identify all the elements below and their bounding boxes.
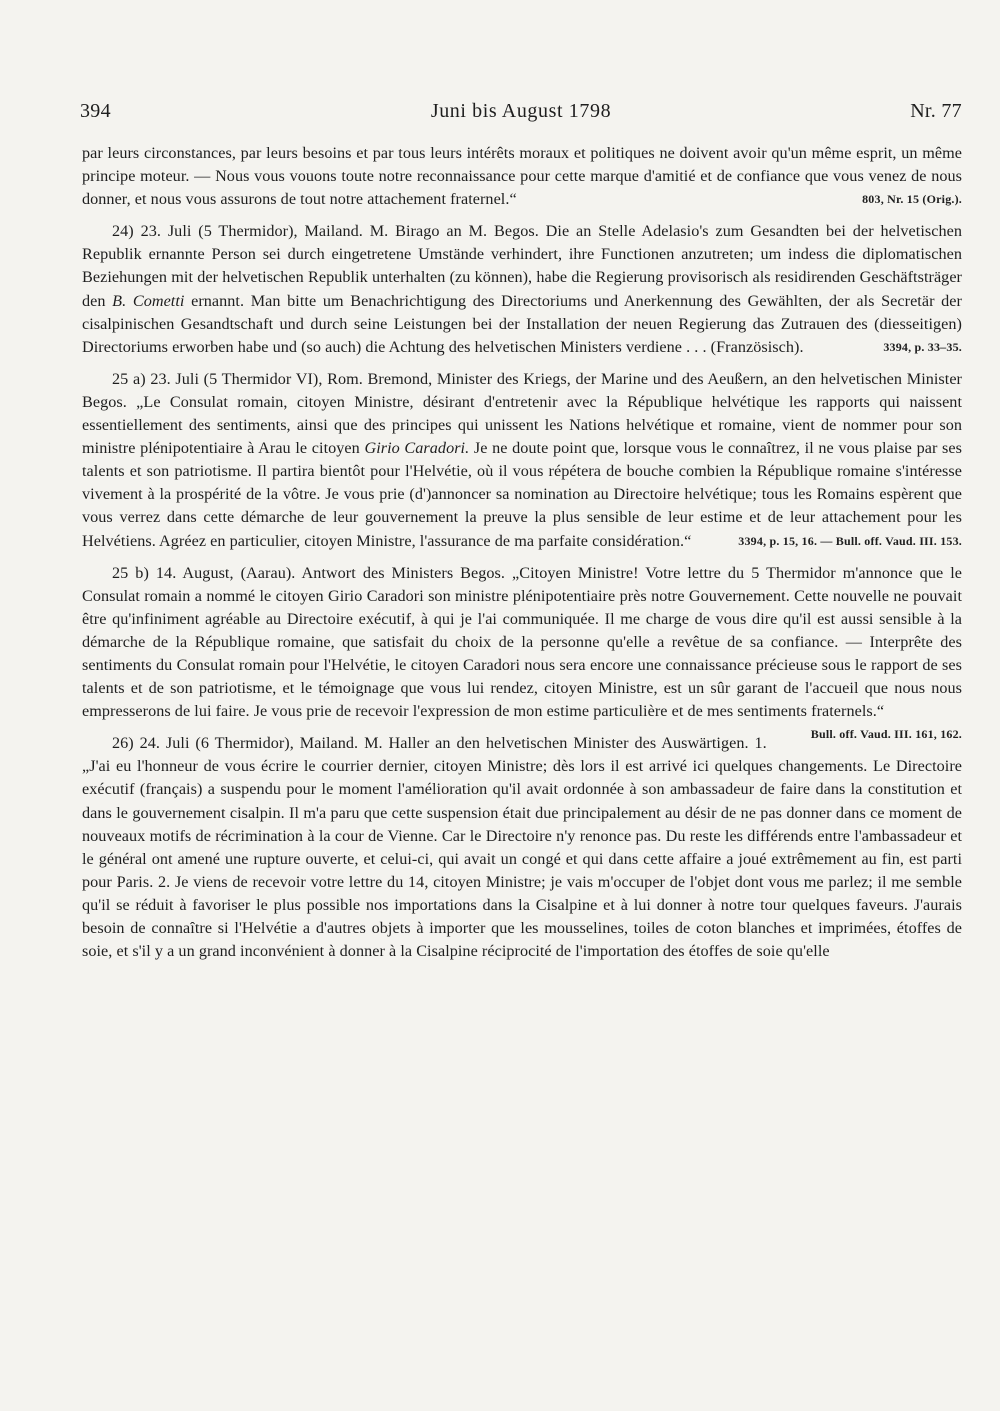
running-title: Juni bis August 1798 <box>430 100 612 122</box>
source-reference: 803, Nr. 15 (Orig.). <box>862 192 962 207</box>
paragraph-text: 25 a) 23. Juli (5 Thermidor VI), Rom. Bremond, Minister des Kriegs, der Marine und des Aeußern, an den helvetischen Minister Begos. „Le Consulat romain, citoyen Ministre, désirant d'entretenir avec la République helvétique les rapports qui naissent essentiellement des sentiments, ainsi que des principes qui unissent les Nations helvétique et romaine, vient de nommer pour son ministre plénipotentiaire à Arau le citoyen <box>82 369 962 458</box>
paragraph-text: Je ne doute point que, lorsque vous le connaîtrez, il ne vous plaise par ses talents et son patriotisme. Il partira bientôt pour l'Helvétie, où il vous répétera de bouche combien la République romaine s'intéresse vivement à la prospérité de la vôtre. Je vous prie (d')annoncer sa nomination au Directoire helvétique; tous les Romains espèrent que vous verrez dans cette démarche de leur gouvernement la preuve la plus sensible de leur estime et de leur attachement pour les Helvétiens. Agréez en particulier, citoyen Ministre, l'assurance de ma parfaite considération.“ <box>82 439 962 550</box>
paragraph-italic-name: Girio Caradori. <box>364 439 470 458</box>
paragraph-text: ernannt. Man bitte um Benachrichtigung des Directoriums und Anerkennung des Gewählten, der als Secretär der cisalpinischen Gesandtschaft und durch seine Leistungen bei der Installation der neuen Regierung das Zutrauen des (diesseitigen) Directoriums erworben habe und (so auch) die Achtung des helvetischen Ministers verdiene . . . (Französisch). <box>82 291 962 356</box>
page-number: 394 <box>80 100 111 122</box>
paragraph-entry-26 <box>82 732 962 963</box>
paragraph-text: 25 b) 14. August, (Aarau). Antwort des Ministers Begos. „Citoyen Ministre! Votre lettre du 5 Thermidor m'annonce que le Consulat romain a nommé le citoyen Girio Caradori son ministre plénipotentiaire près notre Gouvernement. Cette nouvelle ne pouvait être qu'infiniment agréable au Directoire exécutif, à qui je l'ai communiquée. Il me charge de vous dire qu'il est aussi sensible à la démarche de la République romaine, que satisfait du choix de la personne qu'elle a revêtue de sa confiance. — Interprête des sentiments du Consulat romain pour l'Helvétie, le citoyen Caradori nous sera encore une connaissance précieuse sous le rapport de ses talents et de son patriotisme, et le témoignage que vous lui rendez, citoyen Ministre, est un sûr garant de l'accueil que nous nous empresserons de lui faire. Je vous prie de recevoir l'expression de mon estime particulière et de mes sentiments fraternels.“ <box>82 563 962 721</box>
paragraph-entry-25b <box>82 562 962 742</box>
page-header <box>80 100 962 128</box>
source-reference: 3394, p. 15, 16. — Bull. off. Vaud. III. 153. <box>738 533 962 548</box>
paragraph-entry-25a <box>82 368 962 553</box>
paragraph-text: 26) 24. Juli (6 Thermidor), Mailand. M. Haller an den helvetischen Minister des Auswärtigen. 1. „J'ai eu l'honneur de vous écrire le courrier dernier, citoyen Ministre; dès lors il est arrivé ici quelques changements. Le Directoire exécutif (français) a suspendu pour le moment l'amélioration qu'il avait ordonnée à son ambassadeur de faire dans la constitution et dans le gouvernement cisalpin. Il m'a paru que cette suspension était due principalement au désir de ne pas donner dans ce moment de nouveaux motifs de récrimination à la cour de Vienne. Car le Directoire n'y renonce pas. Du reste les différends entre l'ambassadeur et le général ont amené une rupture ouverte, et celui-ci, qui avait un congé et qui dans cette affaire a joué extrêmement au fin, est parti pour Paris. 2. Je viens de recevoir votre lettre du 14, citoyen Ministre; je vais m'occuper de l'objet dont vous me parlez; il me semble qu'il se réduit à favoriser le plus possible nos importations dans la Cisalpine et à lui donner à notre tour quelques faveurs. J'aurais besoin de connaître si l'Helvétie a d'autres objets à importer que les mousselines, toiles de coton blanches et imprimées, étoffes de soie, et s'il y a un grand inconvénient à donner à la Cisalpine réciprocité de l'importation des étoffes de soie qu'elle <box>82 734 962 961</box>
page-body <box>82 142 962 972</box>
paragraph-text: 24) 23. Juli (5 Thermidor), Mailand. M. Birago an M. Begos. Die an Stelle Adelasio's zum Gesandten bei der helvetischen Republik ernannte Person sei durch eingetretene Umstände verhindert, ihre Functionen anzutreten; um indess die diplomatischen Beziehungen mit der helvetischen Republik unterhalten (zu können), habe die Regierung provisorisch als residirenden Geschäftsträger den <box>82 222 962 310</box>
source-reference: 3394, p. 33–35. <box>883 339 962 354</box>
source-reference: Bull. off. Vaud. III. 161, 162. <box>810 727 962 742</box>
paragraph-italic-name: B. Cometti <box>112 291 185 310</box>
document-number: Nr. 77 <box>910 100 962 122</box>
paragraph-text: par leurs circonstances, par leurs besoins et par tous leurs intérêts moraux et politiques ne doivent avoir qu'un même esprit, un même principe moteur. — Nous vous vouons toute notre reconnaissance pour cette marque d'amitié et de confiance que vous venez de nous donner, et nous vous assurons de tout notre attachement fraternel.“ <box>82 144 962 209</box>
paragraph-continuation <box>82 142 962 211</box>
paragraph-entry-24 <box>82 220 962 359</box>
